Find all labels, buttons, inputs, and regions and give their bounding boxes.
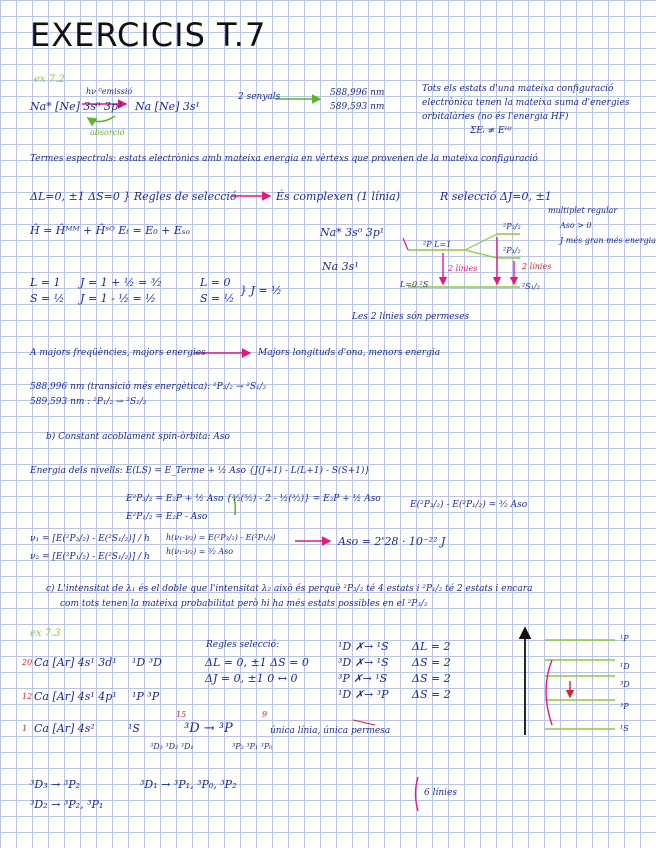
config-2: Ca [Ar] 4s¹ 4p¹ bbox=[34, 690, 117, 703]
part-b-title: b) Constant acoblament spin-òrbita: Aso bbox=[46, 432, 230, 442]
level-1s: ¹S bbox=[620, 724, 629, 733]
reason-2: ΔS = 2 bbox=[412, 656, 451, 669]
part-c-line-2: com tots tenen la mateixa probabilitat però hi ha més estats possibles en el ²P₃/₂ bbox=[60, 599, 428, 609]
allowed-transition: ³D → ³P bbox=[184, 721, 233, 736]
ca-diagram bbox=[525, 630, 615, 735]
multiplet-regular: multiplet regular bbox=[548, 206, 618, 215]
forbidden-3: ³P ✗→ ¹S bbox=[338, 672, 388, 685]
count-9: 9 bbox=[262, 710, 268, 719]
na-star-config: Na* 3s⁰ 3p¹ bbox=[320, 226, 385, 239]
terms-1: ¹D ³D bbox=[132, 656, 162, 669]
config-3: Ca [Ar] 4s² bbox=[34, 722, 95, 735]
h-nu-aso: h(ν₁-ν₂) = ³⁄₂ Aso bbox=[166, 547, 234, 556]
count-20: 20 bbox=[22, 658, 33, 667]
rule-line-1: ΔL = 0, ±1 ΔS = 0 bbox=[205, 656, 309, 669]
transition-1: 588,996 nm (transició més energètica): ²P₃/₂ → ²S₁/₂ bbox=[30, 382, 267, 392]
term-p: ²P L=1 bbox=[423, 240, 452, 249]
two-lines-b: 2 línies bbox=[522, 262, 552, 271]
wavelength-1: 588,996 nm bbox=[330, 88, 385, 98]
fine-line-3: ³D₂ → ³P₂, ³P₁ bbox=[30, 798, 104, 811]
d-levels: ³D₃ ³D₂ ³D₁ bbox=[150, 742, 194, 751]
part-c-line-1: c) L'intensitat de λ₁ és el doble que l'intensitat λ₂ això és perquè ²P₃/₂ té 4 estats i ²P₁/₂ té 2 estats i encara bbox=[46, 584, 533, 594]
note-line-4: ΣEᵢ ≠ Eᴴᶠ bbox=[470, 126, 512, 136]
section-label-72: ex 7.2 bbox=[34, 74, 65, 85]
j-half: J = 1 - ½ = ½ bbox=[80, 292, 156, 305]
forbidden-4: ¹D ✗→ ³P bbox=[338, 688, 389, 701]
l-zero: L = 0 bbox=[200, 276, 231, 289]
two-signals: 2 senyals bbox=[238, 92, 281, 102]
level-3d: ³D bbox=[620, 680, 630, 689]
level-3p: ³P bbox=[620, 702, 629, 711]
reason-3: ΔS = 2 bbox=[412, 672, 451, 685]
level-1d: ¹D bbox=[620, 662, 630, 671]
hamiltonian: Ĥ = Ĥᴹᴹ + Ĥˢᴼ Eₜ = E₀ + Eₛₒ bbox=[30, 224, 190, 237]
energy-p12: E²P₁/₂ = E₂P - Aso bbox=[126, 512, 208, 522]
num-mark bbox=[353, 720, 375, 725]
j-three-half: J = 1 + ½ = ³⁄₂ bbox=[80, 276, 162, 289]
reason-1: ΔL = 2 bbox=[412, 640, 451, 653]
level-s12: ²S₁/₂ bbox=[522, 282, 540, 291]
spectral-terms: Termes espectrals: estats electrònics amb mateixa energia en vèrtexs que provenen de la mateixa configuració bbox=[30, 154, 538, 164]
nu-2: ν₂ = [E(²P₁/₂) - E(²S₁/₂)] / h bbox=[30, 552, 150, 562]
level-p12: ²P₁/₂ bbox=[503, 246, 521, 255]
na-ground: Na [Ne] 3s¹ bbox=[135, 100, 200, 113]
page-title: EXERCICIS T.7 bbox=[30, 16, 267, 54]
fine-line-1: ³D₃ → ³P₂ bbox=[30, 778, 81, 791]
fine-line-2: ³D₁ → ³P₁, ³P₀, ³P₂ bbox=[140, 778, 237, 791]
terms-3: ¹S bbox=[128, 722, 140, 735]
complex-line: És complexen (1 línia) bbox=[276, 190, 401, 203]
forbidden-2: ³D ✗→ ¹S bbox=[338, 656, 389, 669]
j-selection: R selecció ΔJ=0, ±1 bbox=[440, 190, 552, 203]
note-line-1: Tots els estats d'una mateixa configuració bbox=[422, 84, 614, 94]
wavelength-note: Majors longituds d'ona, menors energia bbox=[258, 348, 441, 358]
energy-levels-formula: Energia dels nivells: E(LS) = E_Terme + ½ Aso {J(J+1) - L(L+1) - S(S+1)} bbox=[30, 466, 371, 476]
frequency-note: A majors freqüències, majors energies bbox=[30, 348, 206, 358]
energy-difference: E(²P₃/₂) - E(²P₁/₂) = ³⁄₂ Aso bbox=[410, 500, 528, 510]
term-s: L=0 ²S bbox=[400, 280, 429, 289]
config-1: Ca [Ar] 4s¹ 3d¹ bbox=[34, 656, 117, 669]
aso-positive: Aso > 0 bbox=[560, 221, 592, 230]
reason-4: ΔS = 2 bbox=[412, 688, 451, 701]
note-line-3: orbitalàries (no és l'energia HF) bbox=[422, 112, 569, 122]
count-1: 1 bbox=[22, 724, 28, 733]
level-1p: ¹P bbox=[620, 634, 629, 643]
level-p32: ²P₃/₂ bbox=[503, 222, 521, 231]
p-levels: ³P₂ ³P₁ ³P₀ bbox=[232, 742, 273, 751]
absorption-label: absorció bbox=[90, 128, 125, 137]
single-line-note: única línia, única permesa bbox=[270, 726, 391, 736]
note-line-2: electrònica tenen la mateixa suma d'energies bbox=[422, 98, 630, 108]
energy-p32: E²P₃/₂ = E₂P + ½ Aso {³⁄₂(⁵⁄₂) - 2 - ½(³⁄₂)} = E₂P + ½ Aso bbox=[126, 494, 381, 504]
selection-rules: ΔL=0, ±1 ΔS=0 } Regles de selecció bbox=[30, 190, 237, 203]
allowed-lines: Les 2 línies són permeses bbox=[352, 312, 470, 322]
forbidden-1: ¹D ✗→ ¹S bbox=[338, 640, 389, 653]
j-result: } J = ½ bbox=[240, 284, 282, 297]
rule-line-2: ΔJ = 0, ±1 0 ↔ 0 bbox=[205, 672, 298, 685]
rules-title: Regles selecció: bbox=[206, 640, 280, 650]
na-excited: Na* [Ne] 3s⁰ 3p¹ bbox=[30, 100, 123, 113]
h-nu-diff: h(ν₁-ν₂) = E(²P₃/₂) - E(²P₁/₂) bbox=[166, 533, 276, 542]
count-12: 12 bbox=[22, 692, 33, 701]
two-lines-a: 2 línies bbox=[448, 264, 478, 273]
s-half-2: S = ½ bbox=[200, 292, 235, 305]
count-15: 15 bbox=[176, 710, 187, 719]
wavelength-2: 589,593 nm bbox=[330, 102, 385, 112]
six-lines: 6 línies bbox=[424, 788, 457, 798]
emission-label: hν ⁰emissió bbox=[86, 87, 133, 96]
aso-value: Aso = 2'28 · 10⁻²² J bbox=[338, 535, 446, 548]
s-half: S = ½ bbox=[30, 292, 65, 305]
j-energy-note: J més gran més energia bbox=[560, 236, 656, 245]
terms-2: ¹P ³P bbox=[132, 690, 160, 703]
brace-2 bbox=[416, 777, 419, 811]
l-one: L = 1 bbox=[30, 276, 61, 289]
na-config: Na 3s¹ bbox=[322, 260, 359, 273]
section-label-73: ex 7.3 bbox=[30, 628, 61, 639]
nu-1: ν₁ = [E(²P₃/₂) - E(²S₁/₂)] / h bbox=[30, 534, 150, 544]
transition-2: 589,593 nm : ²P₁/₂ → ²S₁/₂ bbox=[30, 397, 147, 407]
